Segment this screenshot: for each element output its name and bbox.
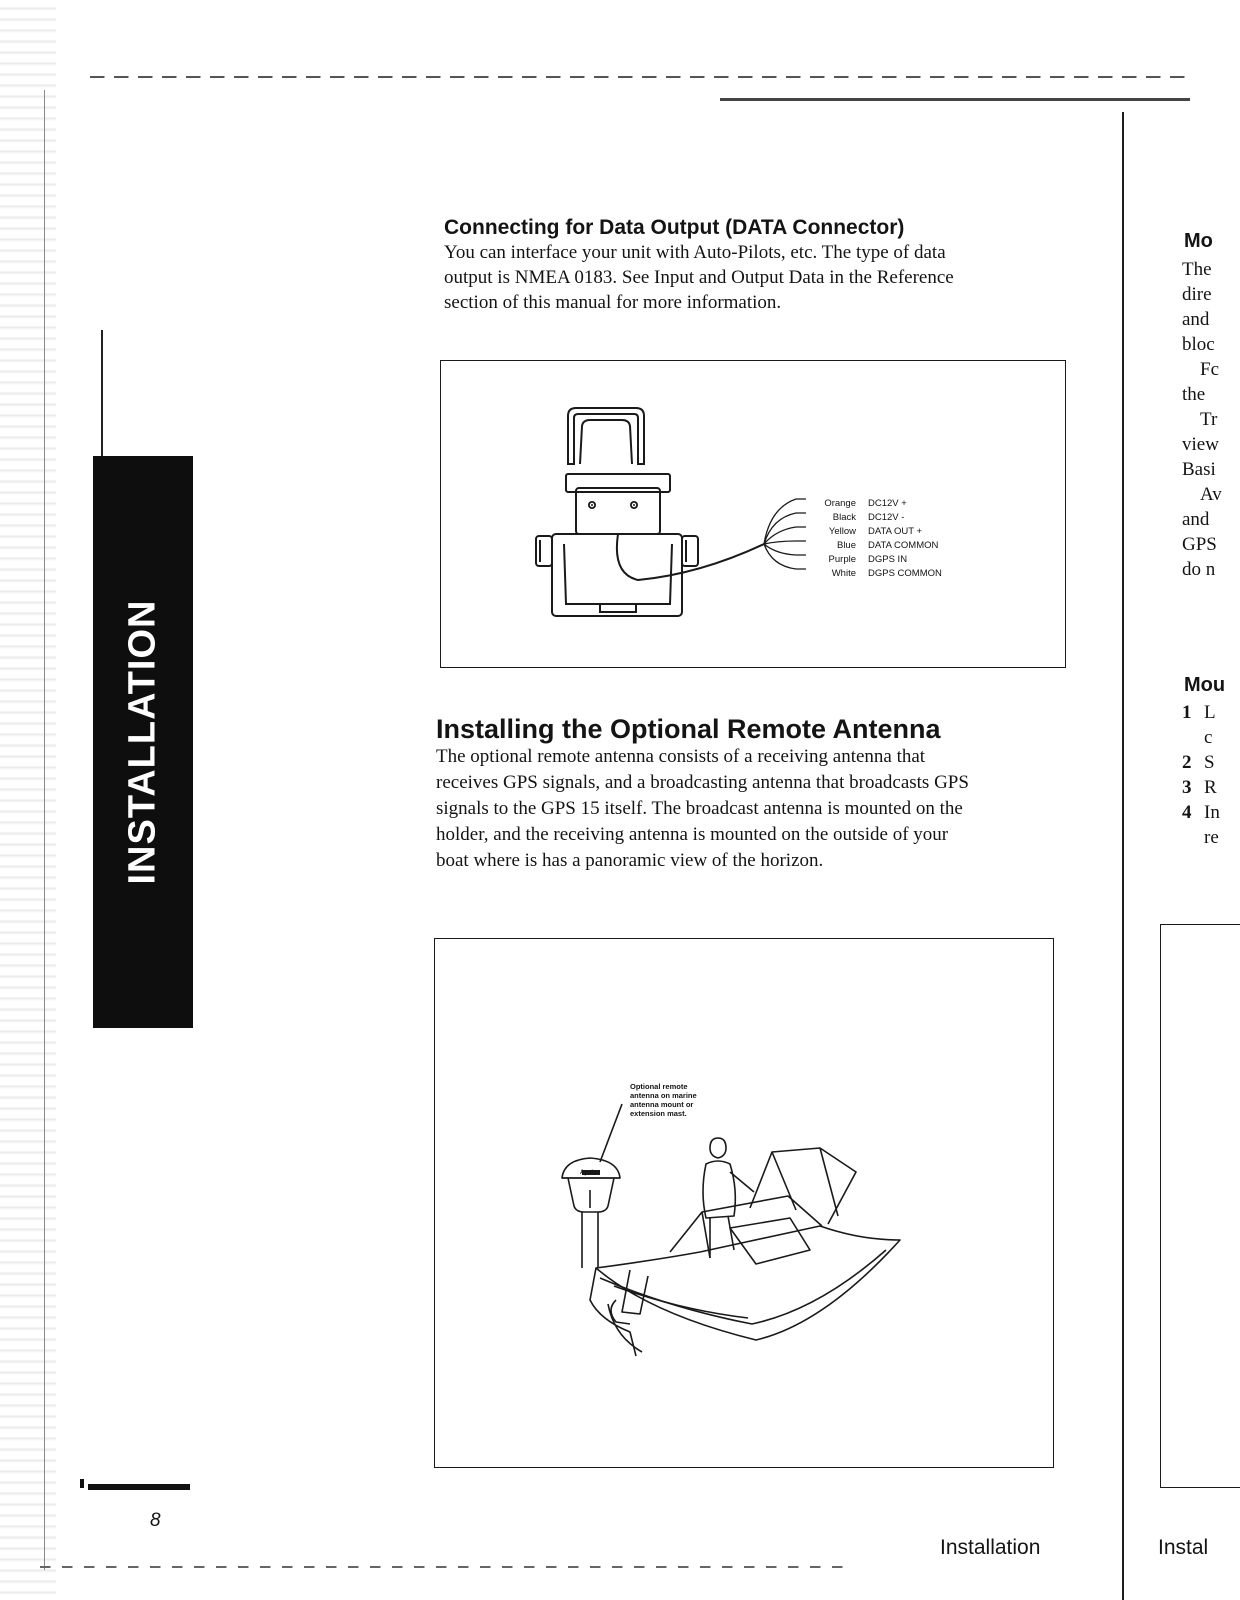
wire-color-label: Blue [836, 540, 856, 551]
antenna-brand-label: Apelco [580, 1170, 601, 1176]
step-text: S [1204, 752, 1215, 773]
paragraph-line: receives GPS signals, and a broadcasting antenna that broadcasts GPS [436, 772, 969, 793]
scan-edge-line [44, 90, 45, 1570]
text-fragment: the [1182, 384, 1206, 405]
paragraph-line: signals to the GPS 15 itself. The broadcast antenna is mounted on the [436, 798, 963, 819]
section-side-tab [93, 456, 193, 1028]
step-text: In [1204, 802, 1220, 823]
paragraph-line: output is NMEA 0183. See Input and Output Data in the Reference [444, 267, 954, 288]
step-number: 2 [1182, 752, 1192, 773]
right-page-text [1182, 257, 1222, 582]
text-fragment: Tr [1200, 409, 1218, 430]
step-text: c [1204, 727, 1213, 748]
wire-legend [808, 497, 942, 581]
footer-bar [88, 1484, 190, 1490]
callout-line: extension mast. [630, 1109, 687, 1118]
wire-row [808, 553, 942, 567]
right-page-footer: Instal [1158, 1536, 1209, 1559]
text-fragment: and [1182, 509, 1210, 530]
step-row [1182, 775, 1220, 800]
step-number: 1 [1182, 702, 1192, 723]
wire-row [808, 525, 942, 539]
side-tab-label: INSTALLATION [121, 599, 164, 885]
paragraph-line: holder, and the receiving antenna is mounted on the outside of your [436, 824, 949, 845]
text-fragment: Fc [1200, 359, 1219, 380]
wire-function-label: DATA OUT + [868, 526, 923, 537]
step-row [1182, 800, 1220, 825]
wire-row [808, 567, 942, 581]
antenna-section-heading: Installing the Optional Remote Antenna [436, 714, 941, 744]
paragraph-line: section of this manual for more information. [444, 292, 782, 313]
bottom-rule [40, 1566, 850, 1568]
step-text: L [1204, 702, 1216, 723]
top-rule [90, 76, 1190, 78]
callout-line: antenna on marine [630, 1091, 697, 1100]
right-page-figure [1160, 924, 1240, 1488]
wire-color-label: Purple [828, 554, 856, 565]
paragraph-line: You can interface your unit with Auto-Pilots, etc. The type of data [444, 242, 946, 263]
wire-function-label: DC12V - [868, 512, 905, 523]
wire-color-label: White [831, 568, 856, 579]
text-fragment: bloc [1182, 334, 1215, 355]
callout-line: Optional remote [630, 1082, 688, 1091]
text-fragment: do n [1182, 559, 1216, 580]
boat-with-antenna-illustration [560, 1100, 920, 1360]
right-page-steps [1182, 700, 1220, 850]
text-fragment: view [1182, 434, 1219, 455]
page-gutter [1122, 112, 1124, 1600]
text-fragment: Av [1200, 484, 1222, 505]
paragraph-line: The optional remote antenna consists of a receiving antenna that [436, 746, 926, 767]
step-number: 3 [1182, 777, 1192, 798]
step-row [1182, 725, 1220, 750]
step-text: re [1204, 827, 1219, 848]
step-row [1182, 750, 1220, 775]
wire-row [808, 511, 942, 525]
top-rule-dark [720, 98, 1190, 101]
scan-edge-shadow [0, 0, 56, 1600]
text-fragment: Basi [1182, 459, 1216, 480]
text-fragment: GPS [1182, 534, 1217, 555]
footer-section-label: Installation [940, 1536, 1041, 1559]
antenna-callout [630, 1082, 740, 1118]
wire-row [808, 539, 942, 553]
text-fragment: dire [1182, 284, 1212, 305]
wire-function-label: DATA COMMON [868, 540, 939, 551]
paragraph-line: boat where is has a panoramic view of the horizon. [436, 850, 824, 871]
text-fragment: and [1182, 309, 1210, 330]
right-page-heading: Mo [1184, 230, 1213, 252]
wire-function-label: DC12V + [868, 498, 907, 509]
gps-unit-wiring-illustration [530, 404, 820, 624]
step-number: 4 [1182, 802, 1192, 823]
wire-color-label: Orange [824, 498, 856, 509]
wire-function-label: DGPS IN [868, 554, 908, 565]
data-output-paragraph [444, 240, 1044, 315]
step-row [1182, 700, 1220, 725]
page-number: 8 [150, 1510, 161, 1531]
wire-row [808, 497, 942, 511]
wire-color-label: Yellow [828, 526, 856, 537]
wire-color-label: Black [832, 512, 856, 523]
right-page-subheading: Mou [1184, 674, 1226, 696]
data-output-heading: Connecting for Data Output (DATA Connector) [444, 216, 905, 239]
callout-line: antenna mount or [630, 1100, 694, 1109]
step-text: R [1204, 777, 1217, 798]
antenna-section-paragraph [436, 744, 1046, 874]
wire-function-label: DGPS COMMON [868, 568, 942, 579]
footer-tick [80, 1479, 84, 1488]
step-row [1182, 825, 1220, 850]
text-fragment: The [1182, 259, 1212, 280]
